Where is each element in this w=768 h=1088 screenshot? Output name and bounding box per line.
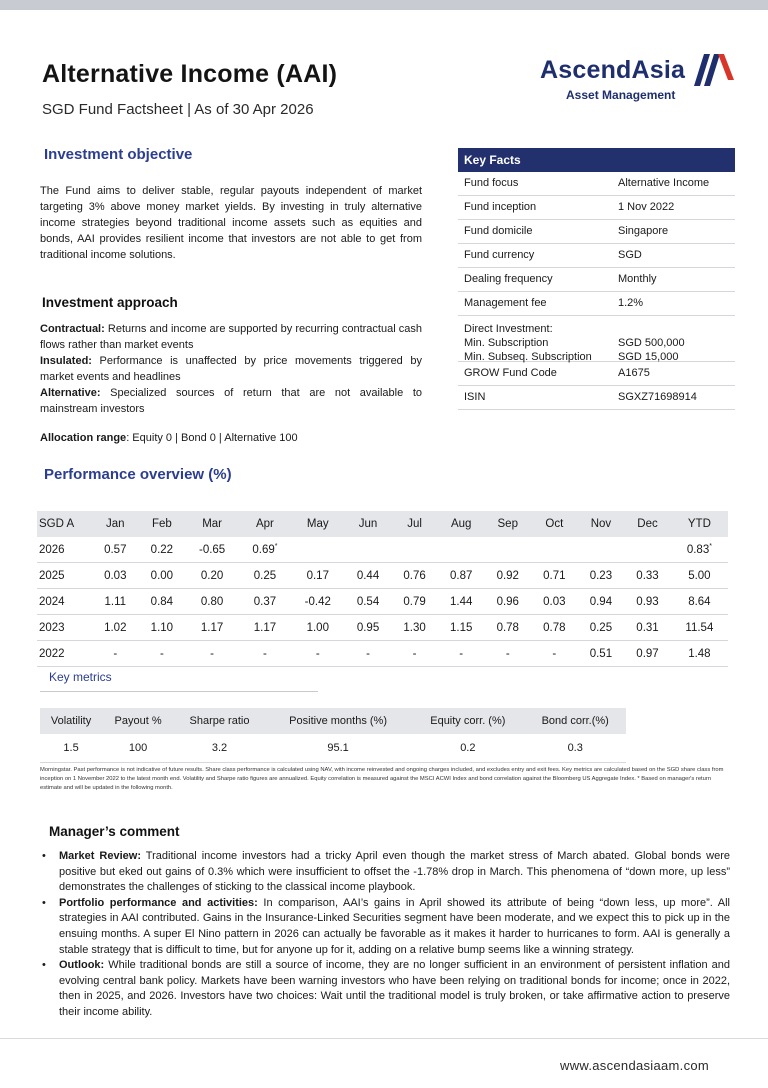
performance-value-cell: 0.57 [92, 537, 139, 563]
performance-value-cell [291, 537, 345, 563]
managers-comment-list [40, 849, 730, 1021]
performance-value-cell: 0.76 [391, 563, 438, 589]
performance-value-cell [624, 537, 671, 563]
allocation-range [40, 430, 440, 446]
performance-value-cell: - [92, 641, 139, 667]
key-metric-value: 100 [102, 734, 174, 763]
key-metric-value: 1.5 [40, 734, 102, 763]
performance-value-cell: 0.23 [578, 563, 625, 589]
performance-column-header: Jul [391, 511, 438, 537]
performance-row [37, 589, 728, 615]
performance-value-cell: 0.00 [139, 563, 186, 589]
investment-approach-list [40, 321, 422, 417]
performance-value-cell: -0.42 [291, 589, 345, 615]
performance-value-cell: 0.83* [671, 537, 728, 563]
key-fact-value: Alternative Income [618, 177, 710, 189]
key-metric-header: Volatility [40, 708, 102, 734]
performance-value-cell: 0.51 [578, 641, 625, 667]
performance-value-cell: 0.71 [531, 563, 578, 589]
performance-value-cell: - [345, 641, 392, 667]
key-fact-key: Fund currency [464, 249, 535, 261]
performance-value-cell: 0.96 [484, 589, 531, 615]
performance-column-header: Feb [139, 511, 186, 537]
key-fact-key: Fund focus [464, 177, 519, 189]
performance-column-header: Nov [578, 511, 625, 537]
performance-value-cell: 0.17 [291, 563, 345, 589]
performance-header-row [37, 511, 728, 537]
comment-item-text: While traditional bonds are still a source of income, they are no longer sufficient in an environment of persistent inflation and evolving central bank policy. Markets have been warning investors who have been relying on traditional bonds for income; once in 2022, then in 2025, and 2026. Investors have two choices: Wait until the traditional model is truly broken, or take affirmative action to preserve their income ability. [59, 959, 730, 1018]
performance-value-cell: 0.69* [239, 537, 291, 563]
footer-divider [0, 1038, 768, 1039]
allocation-label: Allocation range [40, 432, 127, 444]
key-metrics-heading: Key metrics [49, 670, 112, 684]
key-metric-header: Positive months (%) [265, 708, 411, 734]
performance-value-cell: 0.44 [345, 563, 392, 589]
footnote-mark: * [274, 542, 278, 550]
key-facts-heading: Key Facts [458, 148, 735, 172]
performance-table [37, 511, 728, 667]
performance-value-cell: - [291, 641, 345, 667]
performance-year-cell: 2023 [37, 615, 92, 641]
key-fact-row [458, 292, 735, 316]
approach-item-text: Performance is unaffected by price movements triggered by market events and headlines [40, 355, 422, 383]
key-metric-value: 95.1 [265, 734, 411, 763]
performance-row [37, 615, 728, 641]
key-metric-value: 0.2 [411, 734, 524, 763]
performance-value-cell: 0.80 [185, 589, 239, 615]
key-fact-row [458, 220, 735, 244]
key-fact-row [458, 196, 735, 220]
performance-year-cell: 2025 [37, 563, 92, 589]
performance-value-cell: 0.79 [391, 589, 438, 615]
key-fact-value: SGD [618, 249, 642, 261]
performance-row [37, 563, 728, 589]
key-metrics-divider [40, 691, 318, 692]
performance-value-cell: 1.02 [92, 615, 139, 641]
performance-value-cell: -0.65 [185, 537, 239, 563]
performance-value-cell: - [139, 641, 186, 667]
min-subseq-subscription-key: Min. Subseq. Subscription [464, 351, 592, 363]
performance-value-cell: 1.17 [239, 615, 291, 641]
performance-value-cell: 0.25 [578, 615, 625, 641]
approach-item-insulated [40, 353, 422, 385]
key-metric-header: Bond corr.(%) [524, 708, 626, 734]
bullet-icon: • [42, 850, 46, 862]
performance-column-header: Aug [438, 511, 485, 537]
performance-value-cell: - [484, 641, 531, 667]
investment-objective-heading: Investment objective [44, 146, 193, 163]
key-metrics-table [40, 708, 626, 763]
page-title: Alternative Income (AAI) [42, 60, 338, 88]
key-fact-value: Monthly [618, 273, 657, 285]
logo-name: AscendAsia [540, 56, 686, 84]
key-fact-key: Fund domicile [464, 225, 533, 237]
performance-year-cell: 2024 [37, 589, 92, 615]
approach-item-label: Contractual: [40, 323, 105, 335]
performance-value-cell: 0.87 [438, 563, 485, 589]
key-metric-value: 3.2 [174, 734, 265, 763]
bullet-icon: • [42, 896, 46, 909]
key-fact-key: Fund inception [464, 201, 537, 213]
performance-value-cell: - [391, 641, 438, 667]
key-metrics-value-row [40, 734, 626, 763]
performance-column-header: Dec [624, 511, 671, 537]
performance-value-cell: 1.15 [438, 615, 485, 641]
performance-value-cell: 0.54 [345, 589, 392, 615]
performance-column-header: Sep [484, 511, 531, 537]
performance-value-cell: 0.03 [92, 563, 139, 589]
performance-column-header: Oct [531, 511, 578, 537]
performance-value-cell: 1.48 [671, 641, 728, 667]
key-fact-value: 1.2% [618, 297, 644, 309]
managers-comment-heading: Manager’s comment [49, 824, 180, 839]
performance-value-cell: 0.33 [624, 563, 671, 589]
performance-column-header: SGD A [37, 511, 92, 537]
performance-column-header: Jun [345, 511, 392, 537]
performance-column-header: YTD [671, 511, 728, 537]
company-logo [540, 56, 740, 106]
performance-value-cell: 1.00 [291, 615, 345, 641]
performance-value-cell: 5.00 [671, 563, 728, 589]
key-fact-value: A1675 [618, 367, 650, 379]
comment-item-text: In comparison, AAI’s gains in April showed its attribute of being “down less, up more”. All strategies in AAI contributed. Gains in the Insurance-Linked Securities segment have been moderate, and we expect this to pick up in the ensuing months. A super El Nino pattern in 2026 can actually be favorable as it makes it harder to hurricanes to form. AAI is generally a stable strategy that is difficult to time, but for anyone up for it, adding on a relative bump seems like a winning strategy. [59, 896, 730, 956]
performance-row [37, 641, 728, 667]
performance-value-cell: 0.93 [624, 589, 671, 615]
performance-value-cell: - [239, 641, 291, 667]
performance-value-cell: 0.31 [624, 615, 671, 641]
key-metric-header: Sharpe ratio [174, 708, 265, 734]
performance-overview-heading: Performance overview (%) [44, 466, 232, 483]
comment-item-outlook [40, 958, 730, 1020]
website-link[interactable]: www.ascendasiaam.com [560, 1058, 710, 1073]
performance-column-header: Jan [92, 511, 139, 537]
key-metric-value: 0.3 [524, 734, 626, 763]
page-subtitle: SGD Fund Factsheet | As of 30 Apr 2026 [42, 101, 314, 118]
min-subscription-key: Min. Subscription [464, 337, 549, 349]
performance-value-cell: 0.95 [345, 615, 392, 641]
approach-item-alternative [40, 385, 422, 417]
performance-value-cell [438, 537, 485, 563]
performance-value-cell: - [531, 641, 578, 667]
performance-value-cell: 0.94 [578, 589, 625, 615]
performance-value-cell: 1.30 [391, 615, 438, 641]
key-metric-header: Equity corr. (%) [411, 708, 524, 734]
performance-value-cell: 0.20 [185, 563, 239, 589]
top-bar [0, 0, 768, 10]
performance-value-cell: 0.78 [484, 615, 531, 641]
performance-value-cell: 0.97 [624, 641, 671, 667]
approach-item-contractual [40, 321, 422, 353]
key-fact-row-direct-investment [458, 316, 735, 362]
direct-investment-label: Direct Investment: [464, 323, 553, 335]
performance-value-cell [578, 537, 625, 563]
approach-item-text: Returns and income are supported by recurring contractual cash flows rather than market events [40, 323, 422, 351]
allocation-value: : Equity 0 | Bond 0 | Alternative 100 [126, 432, 298, 444]
key-fact-value: SGXZ71698914 [618, 391, 697, 403]
key-fact-row [458, 386, 735, 410]
approach-item-label: Insulated: [40, 355, 92, 367]
comment-item-portfolio-performance [40, 896, 730, 958]
performance-disclaimer: Morningstar. Past performance is not indicative of future results. Share class performance is calculated using NAV, with income reinvested and ongoing charges included, and excludes entry and exit fees. Key metrics are calculated based on the SGD share class from inception on 1 November 2022 to the latest month end. Volatility and Sharpe ratio figures are annualized. Equity correlation is measured against the MSCI ACWI Index and bond correlation against the Bloomberg US Aggregate Index. * Based on manager's return estimate and will be updated in the following month. [40, 767, 724, 791]
comment-item-market-review [40, 849, 730, 896]
min-subseq-subscription-value: SGD 15,000 [618, 351, 679, 363]
performance-value-cell: 0.84 [139, 589, 186, 615]
approach-item-text: Specialized sources of return that are not available to mainstream investors [40, 387, 422, 415]
performance-year-cell: 2026 [37, 537, 92, 563]
key-fact-key: Dealing frequency [464, 273, 553, 285]
performance-value-cell: 1.10 [139, 615, 186, 641]
performance-value-cell: 1.17 [185, 615, 239, 641]
performance-value-cell: 1.11 [92, 589, 139, 615]
key-fact-value: Singapore [618, 225, 669, 237]
investment-objective-text: The Fund aims to deliver stable, regular payouts independent of market targeting 3% above money market yields. By investing in truly alternative income strategies beyond traditional income assets such as equities and bonds, AAI provides resilient income that investors are not able to get from traditional income solutions. [40, 185, 422, 261]
performance-value-cell [391, 537, 438, 563]
key-fact-key: Management fee [464, 297, 547, 309]
performance-value-cell: 0.37 [239, 589, 291, 615]
min-subscription-value: SGD 500,000 [618, 337, 685, 349]
performance-value-cell: 0.92 [484, 563, 531, 589]
performance-value-cell: 0.78 [531, 615, 578, 641]
performance-year-cell: 2022 [37, 641, 92, 667]
performance-column-header: Apr [239, 511, 291, 537]
performance-row [37, 537, 728, 563]
key-fact-row [458, 362, 735, 386]
comment-item-label: Portfolio performance and activities: [59, 896, 258, 909]
logo-subtitle: Asset Management [566, 88, 676, 102]
bullet-icon: • [42, 959, 46, 972]
performance-value-cell: 0.03 [531, 589, 578, 615]
performance-value-cell: 11.54 [671, 615, 728, 641]
key-fact-value: 1 Nov 2022 [618, 201, 675, 213]
key-fact-row [458, 244, 735, 268]
performance-value-cell: 0.22 [139, 537, 186, 563]
performance-value-cell: 8.64 [671, 589, 728, 615]
performance-value-cell: 1.44 [438, 589, 485, 615]
performance-column-header: Mar [185, 511, 239, 537]
performance-value-cell: - [185, 641, 239, 667]
key-fact-key: ISIN [464, 391, 486, 403]
comment-item-label: Outlook: [59, 959, 105, 972]
performance-column-header: May [291, 511, 345, 537]
key-metrics-header-row [40, 708, 626, 734]
performance-value-cell [345, 537, 392, 563]
footnote-mark: * [709, 542, 712, 550]
investment-approach-heading: Investment approach [42, 295, 178, 310]
key-facts-table [458, 148, 735, 410]
key-metric-header: Payout % [102, 708, 174, 734]
performance-value-cell: - [438, 641, 485, 667]
performance-value-cell [484, 537, 531, 563]
performance-value-cell [531, 537, 578, 563]
key-fact-row [458, 268, 735, 292]
logo-mark-icon [690, 52, 736, 86]
performance-value-cell: 0.25 [239, 563, 291, 589]
key-fact-row [458, 172, 735, 196]
approach-item-label: Alternative: [40, 387, 101, 399]
comment-item-label: Market Review: [59, 850, 142, 862]
key-fact-key: GROW Fund Code [464, 367, 557, 379]
comment-item-text: Traditional income investors had a tricky April even though the market stress of March abated. Global bonds were positive but eked out gains of 0.3% which were insufficient to offset the -1.78% drop in March. This phenomena of “down more, up less” demonstrates the challenges of sticking to the classical income playbook. [59, 850, 731, 894]
